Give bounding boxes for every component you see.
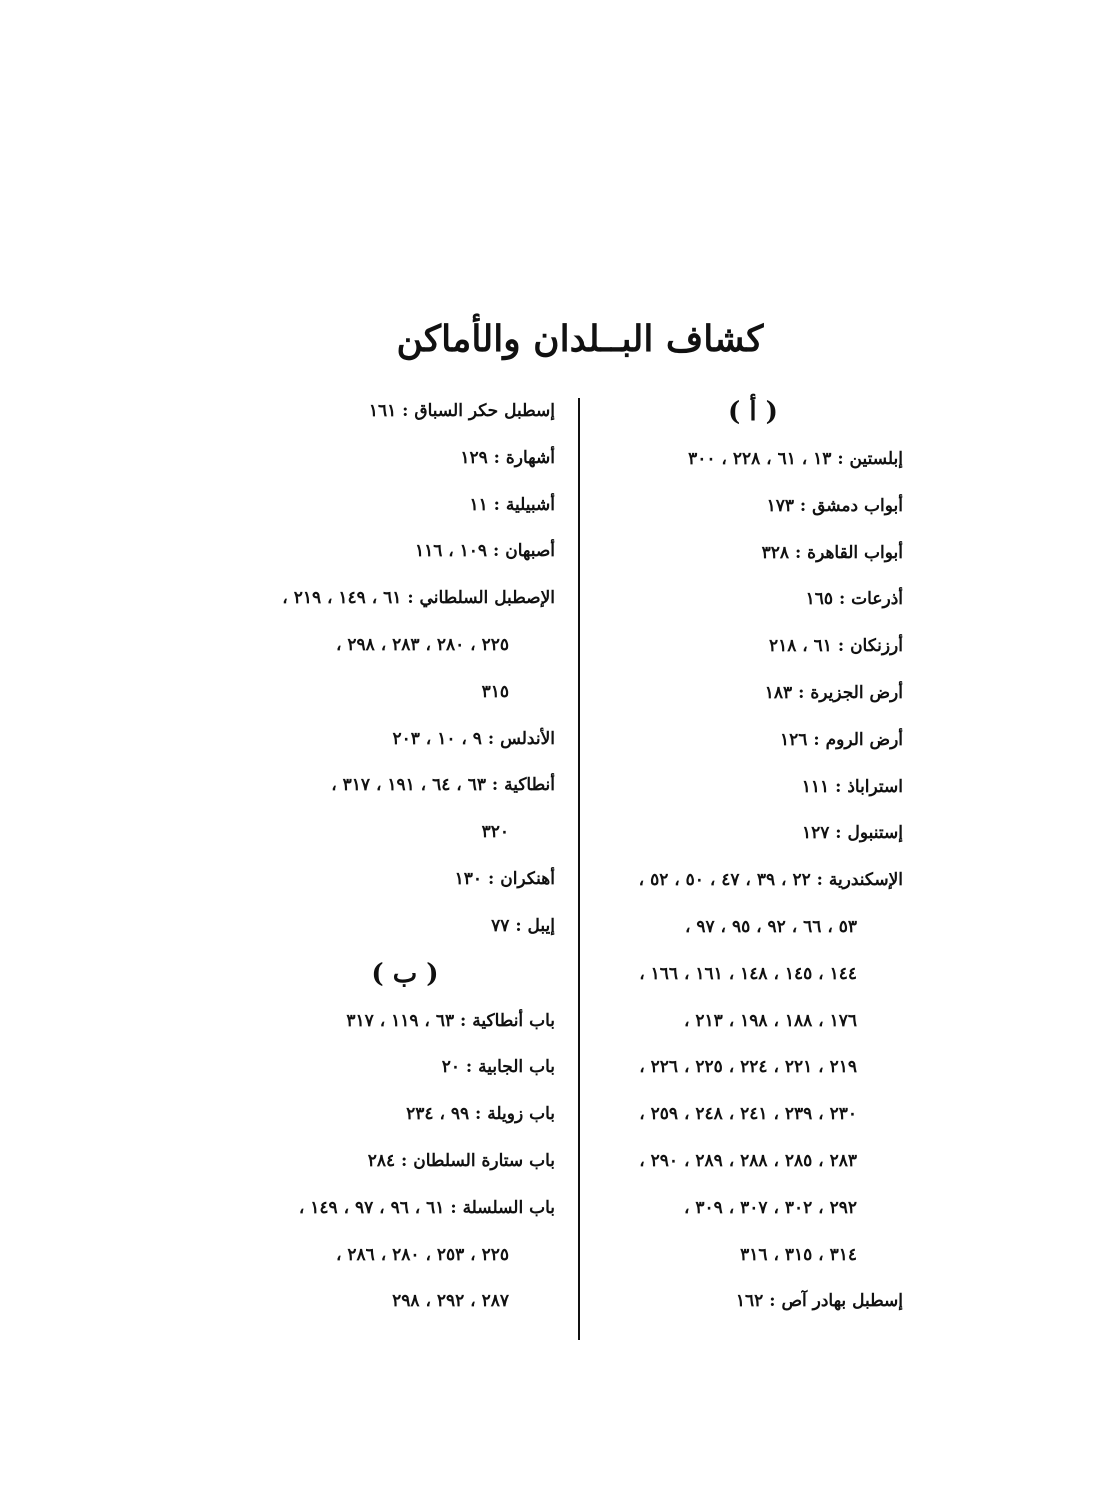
entry-refs: ٢٢ ، ٣٩ ، ٤٧ ، ٥٠ ، ٥٢ ،: [638, 870, 811, 891]
entry-refs: ٢٨٤: [367, 1150, 396, 1171]
index-entry: [255, 998, 555, 1045]
entry-refs: ١٠٩ ، ١١٦: [414, 541, 488, 562]
entry-refs: ١٧٣: [766, 495, 794, 516]
entry-name: إسطبل بهادر آص :: [763, 1291, 903, 1311]
entry-name: أشبيلية :: [488, 495, 555, 515]
entry-refs: ٦١ ، ٢١٨: [768, 636, 832, 657]
entry-refs: ١٢٦: [780, 729, 808, 750]
entry-refs: ١٢٧: [801, 823, 830, 844]
entry-refs: ١٦٥: [805, 589, 834, 610]
entry-refs: ١٢٩: [460, 447, 488, 468]
entry-name: أهنكران :: [482, 869, 555, 889]
entry-refs: ٢٠: [441, 1057, 460, 1078]
page-title: كشاف البــلدان والأماكن: [396, 318, 764, 360]
index-entry: [255, 1091, 555, 1138]
entry-name: باب زويلة :: [469, 1104, 555, 1124]
index-entry: [603, 764, 903, 811]
index-entry: [255, 528, 555, 575]
index-entry: [255, 856, 555, 903]
entry-continuation: ٥٣ ، ٦٦ ، ٩٢ ، ٩٥ ، ٩٧ ،: [684, 916, 857, 937]
entry-continuation: ٢١٩ ، ٢٢١ ، ٢٢٤ ، ٢٢٥ ، ٢٢٦ ،: [639, 1057, 857, 1078]
entry-name: أرض الروم :: [807, 730, 903, 750]
entry-name: إستنبول :: [829, 823, 903, 843]
index-entry: [603, 1278, 903, 1325]
column-divider: [578, 398, 580, 1340]
index-entry: [603, 857, 903, 904]
index-entry: [603, 717, 903, 764]
index-entry: [255, 575, 555, 622]
entry-refs: ١٨٣: [764, 682, 793, 703]
index-entry: [255, 388, 555, 435]
entry-name: أصبهان :: [487, 541, 555, 561]
entry-continuation: ٢٩٢ ، ٣٠٢ ، ٣٠٧ ، ٣٠٩ ،: [683, 1197, 857, 1218]
entry-name: استراباذ :: [829, 777, 903, 797]
entry-refs: ١١١: [801, 776, 830, 797]
entry-name: باب أنطاكية :: [454, 1011, 555, 1031]
entry-name: باب السلسلة :: [444, 1198, 555, 1218]
entry-name: الأندلس :: [482, 729, 555, 749]
index-entry: [603, 436, 903, 483]
entry-name: أرزنكان :: [832, 636, 903, 656]
entry-name: باب ستارة السلطان :: [395, 1151, 555, 1171]
entry-name: باب الجابية :: [460, 1057, 555, 1077]
index-entry: [603, 623, 903, 670]
entry-continuation: ٣٢٠: [481, 822, 509, 843]
entry-refs: ١٦٢: [735, 1291, 764, 1312]
entry-continuation: ٢٢٥ ، ٢٥٣ ، ٢٨٠ ، ٢٨٦ ،: [335, 1244, 509, 1265]
entry-name: أذرعات :: [833, 589, 903, 609]
index-entry: [603, 670, 903, 717]
entry-refs: ٩ ، ١٠ ، ٢٠٣: [392, 728, 482, 749]
entry-refs: ١٦١: [368, 401, 397, 421]
entry-name: الإسكندرية :: [811, 870, 903, 890]
entry-continuation: ٢٨٧ ، ٢٩٢ ، ٢٩٨: [392, 1291, 509, 1312]
entry-refs: ٩٩ ، ٢٣٤: [406, 1104, 470, 1125]
index-entry: [603, 810, 903, 857]
entry-refs: ٧٧: [491, 915, 510, 936]
entry-continuation: ٢٣٠ ، ٢٣٩ ، ٢٤١ ، ٢٤٨ ، ٢٥٩ ،: [639, 1104, 857, 1125]
index-entry: [255, 482, 555, 529]
entry-refs: ٦١ ، ٩٦ ، ٩٧ ، ١٤٩ ،: [298, 1197, 445, 1218]
entry-refs: ١٣٠: [454, 868, 483, 889]
entry-name: إبلستين :: [831, 449, 903, 469]
entry-name: أنطاكية :: [486, 775, 555, 795]
entry-refs: ٣٢٨: [761, 542, 790, 563]
index-entry: [255, 903, 555, 950]
entry-continuation: ١٤٤ ، ١٤٥ ، ١٤٨ ، ١٦١ ، ١٦٦ ،: [639, 963, 857, 984]
entry-continuation: ٢٨٣ ، ٢٨٥ ، ٢٨٨ ، ٢٨٩ ، ٢٩٠ ،: [639, 1150, 857, 1171]
index-entry: [255, 1138, 555, 1185]
entry-refs: ١١: [469, 494, 488, 515]
index-entry: [255, 716, 555, 763]
index-entry: [255, 435, 555, 482]
index-column-right: [603, 388, 903, 1325]
entry-refs: ٦٣ ، ١١٩ ، ٣١٧: [346, 1010, 455, 1031]
entry-name: أرض الجزيرة :: [792, 683, 903, 703]
index-entry: [603, 576, 903, 623]
section-heading-alif: ( أ ): [728, 397, 778, 427]
index-entry: [603, 530, 903, 577]
entry-name: أشهارة :: [488, 448, 555, 468]
entry-name: إسطبل حكر السباق :: [396, 401, 555, 421]
entry-continuation: ١٧٦ ، ١٨٨ ، ١٩٨ ، ٢١٣ ،: [683, 1010, 857, 1031]
entry-refs: ١٣ ، ٦١ ، ٢٢٨ ، ٣٠٠: [688, 449, 832, 469]
index-entry: [255, 1185, 555, 1232]
entry-refs: ٦١ ، ١٤٩ ، ٢١٩ ،: [282, 588, 402, 609]
entry-refs: ٦٣ ، ٦٤ ، ١٩١ ، ٣١٧ ،: [331, 775, 486, 796]
index-entry: [255, 1044, 555, 1091]
entry-name: أبواب دمشق :: [794, 496, 903, 516]
index-entry: [603, 483, 903, 530]
entry-name: إيبل :: [509, 916, 555, 936]
entry-continuation: ٣١٤ ، ٣١٥ ، ٣١٦: [740, 1244, 857, 1265]
entry-name: الإصطبل السلطاني :: [401, 588, 555, 608]
index-entry: [255, 762, 555, 809]
index-column-left: [255, 388, 555, 1325]
entry-continuation: ٢٢٥ ، ٢٨٠ ، ٢٨٣ ، ٢٩٨ ،: [335, 634, 509, 655]
section-heading-ba: ( ب ): [371, 958, 439, 989]
entry-name: أبواب القاهرة :: [789, 543, 903, 563]
entry-continuation: ٣١٥: [481, 681, 509, 702]
